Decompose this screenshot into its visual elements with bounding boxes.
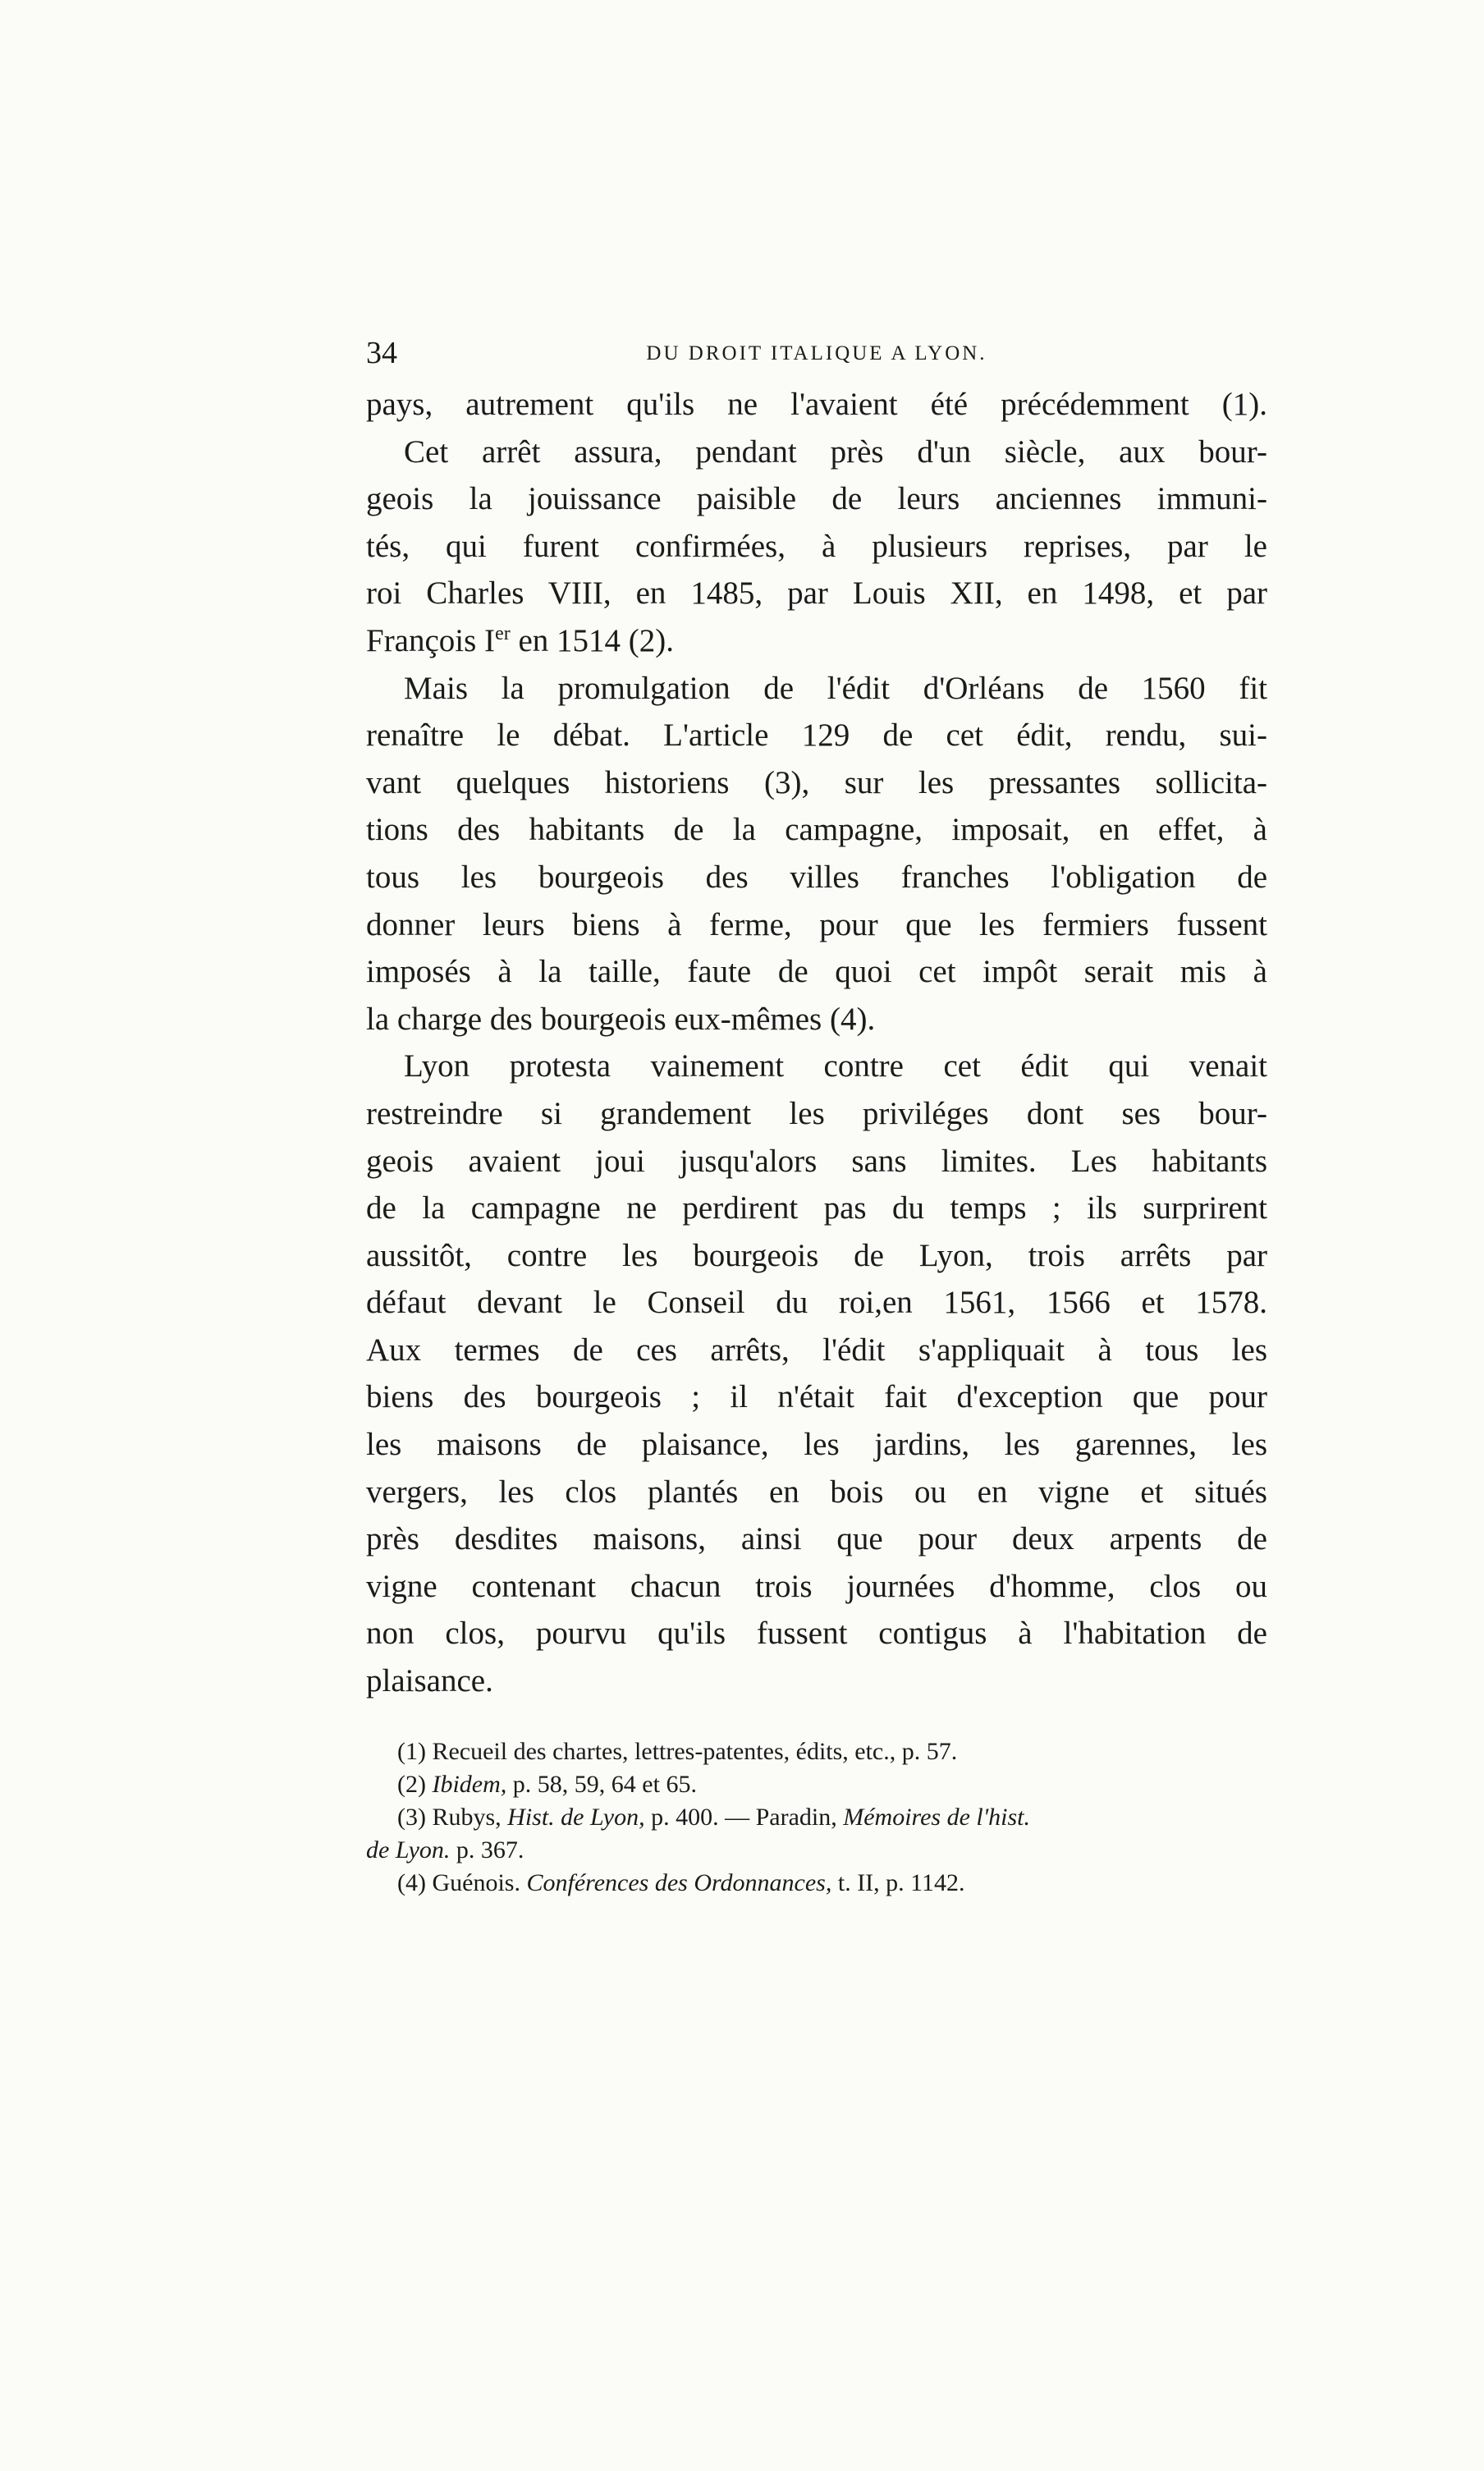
- text-line: de la campagne ne perdirent pas du temps ; ils surprirent: [366, 1190, 1267, 1226]
- text-line: plaisance.: [366, 1663, 493, 1699]
- text-line: donner leurs biens à ferme, pour que les fermiers fussent: [366, 906, 1267, 942]
- footnote-italic: de Lyon.: [366, 1836, 451, 1864]
- footnote-italic: Hist. de Lyon,: [507, 1804, 645, 1831]
- text-line: aussitôt, contre les bourgeois de Lyon, trois arrêts par: [366, 1237, 1267, 1273]
- superscript: er: [495, 622, 511, 644]
- text-line: [366, 617, 1267, 665]
- footnote-2: [366, 1768, 1267, 1801]
- footnote-text: p. 58, 59, 64 et 65.: [506, 1771, 697, 1798]
- text-line: Aux termes de ces arrêts, l'édit s'appliquait à tous les: [366, 1332, 1267, 1368]
- footnote-text: t. II, p. 1142.: [831, 1869, 965, 1896]
- footnote-text: (2): [397, 1771, 433, 1798]
- footnote-3: [366, 1801, 1267, 1834]
- text-line: défaut devant le Conseil du roi,en 1561, 1566 et 1578.: [366, 1285, 1267, 1321]
- text-fragment: François I: [366, 622, 496, 658]
- text-line: près desdites maisons, ainsi que pour deux arpents de: [366, 1521, 1267, 1557]
- text-line: tous les bourgeois des villes franches l'obligation de: [366, 859, 1267, 895]
- footnote-text: p. 367.: [450, 1836, 524, 1864]
- text-line: renaître le débat. L'article 129 de cet édit, rendu, sui-: [366, 717, 1267, 754]
- footnote-1: (1) Recueil des chartes, lettres-patentes, édits, etc., p. 57.: [397, 1738, 958, 1765]
- text-line: imposés à la taille, faute de quoi cet impôt serait mis à: [366, 954, 1267, 990]
- text-line: vant quelques historiens (3), sur les pressantes sollicita-: [366, 764, 1267, 800]
- footnote-italic: Mémoires de l'hist.: [843, 1804, 1031, 1831]
- text-line: la charge des bourgeois eux-mêmes (4).: [366, 1001, 876, 1037]
- text-line: les maisons de plaisance, les jardins, les garennes, les: [366, 1427, 1267, 1463]
- footnote-italic: Ibidem,: [432, 1771, 507, 1798]
- text-line: biens des bourgeois ; il n'était fait d'exception que pour: [366, 1379, 1267, 1415]
- text-line: Cet arrêt assura, pendant près d'un siècle, aux bour-: [404, 433, 1267, 470]
- text-line: non clos, pourvu qu'ils fussent contigus à l'habitation de: [366, 1616, 1267, 1652]
- text-line: geois la jouissance paisible de leurs anciennes immuni-: [366, 481, 1267, 517]
- text-line: Mais la promulgation de l'édit d'Orléans de 1560 fit: [404, 670, 1267, 706]
- page-number: 34: [366, 336, 397, 370]
- text-line: tions des habitants de la campagne, imposait, en effet, à: [366, 812, 1267, 848]
- footnote-italic: Conférences des Ordonnances,: [526, 1869, 832, 1896]
- text-line: restreindre si grandement les priviléges dont ses bour-: [366, 1095, 1267, 1131]
- text-line: Lyon protesta vainement contre cet édit qui venait: [404, 1048, 1267, 1084]
- footnotes: [366, 1735, 1267, 1900]
- page-header: [366, 332, 1267, 374]
- footnote-4: [366, 1867, 1267, 1900]
- footnote-text: (4) Guénois.: [397, 1869, 527, 1896]
- running-head: DU DROIT ITALIQUE A LYON.: [646, 342, 987, 364]
- footnote-3-continuation: [366, 1834, 1267, 1867]
- text-line: geois avaient joui jusqu'alors sans limites. Les habitants: [366, 1143, 1267, 1179]
- text-line: vigne contenant chacun trois journées d'homme, clos ou: [366, 1568, 1267, 1604]
- footnote-text: p. 400. — Paradin,: [644, 1804, 844, 1831]
- text-line: pays, autrement qu'ils ne l'avaient été précédemment (1).: [366, 387, 1267, 422]
- text-line: roi Charles VIII, en 1485, par Louis XII, en 1498, et par: [366, 575, 1267, 612]
- text-line: vergers, les clos plantés en bois ou en vigne et situés: [366, 1474, 1267, 1510]
- text-fragment: en 1514 (2).: [510, 622, 675, 658]
- body-text: [366, 381, 1267, 1705]
- footnote-text: (3) Rubys,: [397, 1804, 508, 1831]
- text-line: tés, qui furent confirmées, à plusieurs reprises, par le: [366, 528, 1267, 564]
